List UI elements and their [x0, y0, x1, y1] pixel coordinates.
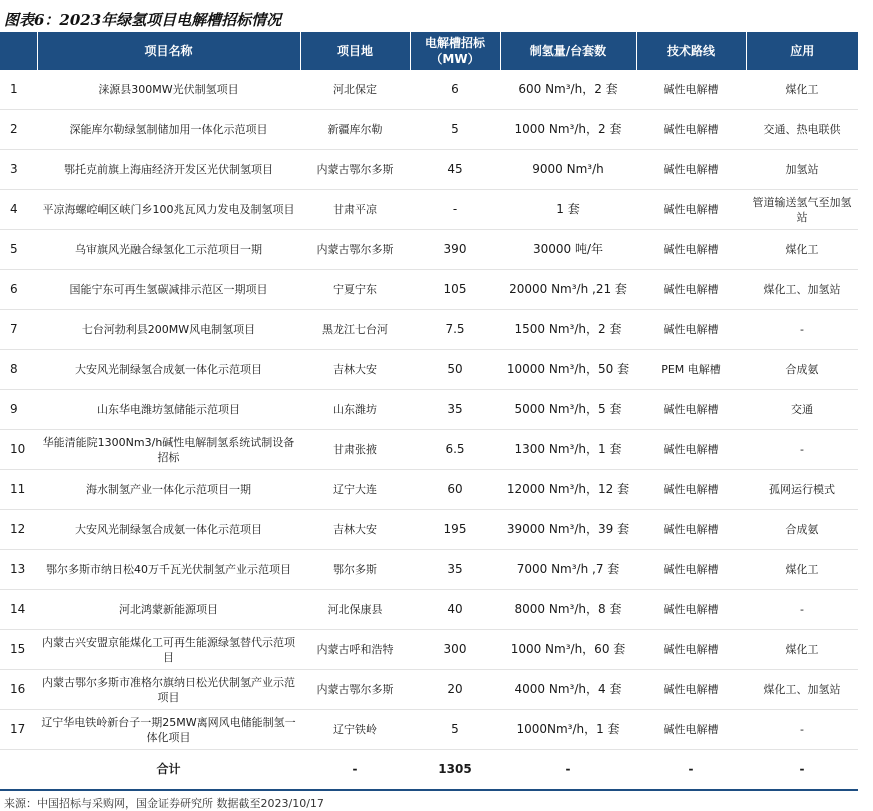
cell-project-name: 海水制氢产业一体化示范项目一期	[37, 470, 300, 510]
cell-application: -	[746, 310, 858, 350]
cell-technology: 碱性电解槽	[636, 630, 746, 670]
cell-technology: 碱性电解槽	[636, 670, 746, 710]
cell-index: 8	[0, 350, 37, 390]
table-row	[0, 430, 858, 470]
cell-capacity-units: 10000 Nm³/h，50 套	[500, 350, 636, 390]
cell-project-name: 山东华电潍坊氢储能示范项目	[37, 390, 300, 430]
total-cell-technology: -	[636, 750, 746, 791]
cell-technology: 碱性电解槽	[636, 270, 746, 310]
cell-technology: 碱性电解槽	[636, 710, 746, 750]
table-row	[0, 110, 858, 150]
cell-index: 9	[0, 390, 37, 430]
table-row	[0, 710, 858, 750]
cell-project-name: 河北鸿蒙新能源项目	[37, 590, 300, 630]
table-row	[0, 590, 858, 630]
cell-electrolyzer-mw: 105	[410, 270, 500, 310]
table-row	[0, 550, 858, 590]
cell-application: 煤化工	[746, 230, 858, 270]
cell-technology: 碱性电解槽	[636, 430, 746, 470]
cell-electrolyzer-mw: 35	[410, 550, 500, 590]
total-cell-capacity-units: -	[500, 750, 636, 791]
cell-location: 内蒙古鄂尔多斯	[300, 670, 410, 710]
cell-electrolyzer-mw: 5	[410, 110, 500, 150]
cell-project-name: 内蒙古鄂尔多斯市准格尔旗纳日松光伏制氢产业示范项目	[37, 670, 300, 710]
cell-project-name: 鄂托克前旗上海庙经济开发区光伏制氢项目	[37, 150, 300, 190]
cell-location: 吉林大安	[300, 350, 410, 390]
cell-electrolyzer-mw: 50	[410, 350, 500, 390]
cell-electrolyzer-mw: 5	[410, 710, 500, 750]
cell-technology: PEM 电解槽	[636, 350, 746, 390]
header-index	[0, 32, 37, 70]
cell-project-name: 辽宁华电铁岭新台子一期25MW离网风电储能制氢一体化项目	[37, 710, 300, 750]
total-row	[0, 750, 858, 791]
cell-application: 煤化工	[746, 630, 858, 670]
table-row	[0, 350, 858, 390]
cell-application: 煤化工	[746, 70, 858, 110]
cell-location: 辽宁铁岭	[300, 710, 410, 750]
cell-electrolyzer-mw: 40	[410, 590, 500, 630]
cell-project-name: 内蒙古兴安盟京能煤化工可再生能源绿氢替代示范项目	[37, 630, 300, 670]
cell-application: -	[746, 590, 858, 630]
cell-electrolyzer-mw: 60	[410, 470, 500, 510]
cell-electrolyzer-mw: 20	[410, 670, 500, 710]
cell-electrolyzer-mw: 6	[410, 70, 500, 110]
cell-location: 河北保康县	[300, 590, 410, 630]
cell-capacity-units: 600 Nm³/h，2 套	[500, 70, 636, 110]
table-body	[0, 70, 858, 790]
cell-location: 甘肃平凉	[300, 190, 410, 230]
total-cell-application: -	[746, 750, 858, 791]
cell-electrolyzer-mw: 300	[410, 630, 500, 670]
cell-application: 孤网运行模式	[746, 470, 858, 510]
table-row	[0, 190, 858, 230]
cell-project-name: 乌审旗风光融合绿氢化工示范项目一期	[37, 230, 300, 270]
cell-capacity-units: 12000 Nm³/h，12 套	[500, 470, 636, 510]
cell-location: 河北保定	[300, 70, 410, 110]
cell-application: -	[746, 710, 858, 750]
cell-index: 10	[0, 430, 37, 470]
table-row	[0, 510, 858, 550]
cell-application: 煤化工、加氢站	[746, 670, 858, 710]
figure-title: 图表6：2023年绿氢项目电解槽招标情况	[4, 11, 282, 29]
cell-index: 1	[0, 70, 37, 110]
cell-application: 交通	[746, 390, 858, 430]
cell-capacity-units: 20000 Nm³/h ,21 套	[500, 270, 636, 310]
cell-application: 合成氨	[746, 510, 858, 550]
cell-electrolyzer-mw: 35	[410, 390, 500, 430]
header-location: 项目地	[300, 32, 410, 70]
cell-capacity-units: 1000Nm³/h，1 套	[500, 710, 636, 750]
cell-index: 2	[0, 110, 37, 150]
cell-location: 内蒙古鄂尔多斯	[300, 230, 410, 270]
cell-index: 14	[0, 590, 37, 630]
cell-project-name: 大安风光制绿氢合成氨一体化示范项目	[37, 350, 300, 390]
cell-technology: 碱性电解槽	[636, 310, 746, 350]
cell-technology: 碱性电解槽	[636, 510, 746, 550]
table-row	[0, 670, 858, 710]
cell-index: 13	[0, 550, 37, 590]
cell-capacity-units: 39000 Nm³/h，39 套	[500, 510, 636, 550]
cell-technology: 碱性电解槽	[636, 70, 746, 110]
cell-index: 12	[0, 510, 37, 550]
cell-technology: 碱性电解槽	[636, 590, 746, 630]
cell-application: 煤化工	[746, 550, 858, 590]
tender-table	[0, 32, 858, 791]
cell-capacity-units: 1000 Nm³/h，60 套	[500, 630, 636, 670]
cell-index: 6	[0, 270, 37, 310]
cell-index: 16	[0, 670, 37, 710]
cell-location: 新疆库尔勒	[300, 110, 410, 150]
cell-technology: 碱性电解槽	[636, 390, 746, 430]
cell-index: 11	[0, 470, 37, 510]
cell-technology: 碱性电解槽	[636, 150, 746, 190]
cell-capacity-units: 5000 Nm³/h，5 套	[500, 390, 636, 430]
cell-electrolyzer-mw: 195	[410, 510, 500, 550]
table-row	[0, 150, 858, 190]
cell-electrolyzer-mw: 6.5	[410, 430, 500, 470]
cell-location: 黑龙江七台河	[300, 310, 410, 350]
cell-project-name: 深能库尔勒绿氢制储加用一体化示范项目	[37, 110, 300, 150]
table-row	[0, 70, 858, 110]
table-row	[0, 630, 858, 670]
cell-technology: 碱性电解槽	[636, 230, 746, 270]
cell-electrolyzer-mw: 7.5	[410, 310, 500, 350]
cell-index: 3	[0, 150, 37, 190]
cell-project-name: 国能宁东可再生氢碳减排示范区一期项目	[37, 270, 300, 310]
cell-location: 吉林大安	[300, 510, 410, 550]
cell-electrolyzer-mw: -	[410, 190, 500, 230]
total-cell-location: -	[300, 750, 410, 791]
cell-technology: 碱性电解槽	[636, 190, 746, 230]
cell-technology: 碱性电解槽	[636, 110, 746, 150]
cell-location: 鄂尔多斯	[300, 550, 410, 590]
cell-index: 17	[0, 710, 37, 750]
table-row	[0, 390, 858, 430]
cell-location: 内蒙古鄂尔多斯	[300, 150, 410, 190]
header-capacity-units: 制氢量/台套数	[500, 32, 636, 70]
cell-capacity-units: 30000 吨/年	[500, 230, 636, 270]
cell-capacity-units: 8000 Nm³/h，8 套	[500, 590, 636, 630]
total-cell-project-name: 合计	[37, 750, 300, 791]
header-application: 应用	[746, 32, 858, 70]
source-note: 来源：中国招标与采购网，国金证券研究所 数据截至2023/10/17	[4, 797, 324, 810]
header-technology: 技术路线	[636, 32, 746, 70]
cell-capacity-units: 1300 Nm³/h，1 套	[500, 430, 636, 470]
cell-project-name: 鄂尔多斯市纳日松40万千瓦光伏制氢产业示范项目	[37, 550, 300, 590]
table-row	[0, 310, 858, 350]
cell-location: 甘肃张掖	[300, 430, 410, 470]
cell-electrolyzer-mw: 45	[410, 150, 500, 190]
total-cell-index	[0, 750, 37, 791]
cell-capacity-units: 1000 Nm³/h，2 套	[500, 110, 636, 150]
header-project-name: 项目名称	[37, 32, 300, 70]
cell-capacity-units: 4000 Nm³/h，4 套	[500, 670, 636, 710]
cell-index: 7	[0, 310, 37, 350]
cell-project-name: 华能清能院1300Nm3/h碱性电解制氢系统试制设备招标	[37, 430, 300, 470]
total-cell-electrolyzer-mw: 1305	[410, 750, 500, 791]
cell-application: 管道输送氢气至加氢站	[746, 190, 858, 230]
cell-application: 合成氨	[746, 350, 858, 390]
cell-technology: 碱性电解槽	[636, 550, 746, 590]
table-row	[0, 270, 858, 310]
cell-capacity-units: 1500 Nm³/h，2 套	[500, 310, 636, 350]
cell-project-name: 涞源县300MW光伏制氢项目	[37, 70, 300, 110]
cell-location: 山东潍坊	[300, 390, 410, 430]
cell-application: 交通、热电联供	[746, 110, 858, 150]
cell-location: 辽宁大连	[300, 470, 410, 510]
cell-index: 4	[0, 190, 37, 230]
cell-capacity-units: 9000 Nm³/h	[500, 150, 636, 190]
cell-capacity-units: 7000 Nm³/h ,7 套	[500, 550, 636, 590]
cell-application: 煤化工、加氢站	[746, 270, 858, 310]
cell-location: 内蒙古呼和浩特	[300, 630, 410, 670]
header-electrolyzer-mw: 电解槽招标（MW）	[410, 32, 500, 70]
cell-project-name: 平凉海螺崆峒区峡门乡100兆瓦风力发电及制氢项目	[37, 190, 300, 230]
table-row	[0, 230, 858, 270]
table-header-row	[0, 32, 858, 70]
cell-capacity-units: 1 套	[500, 190, 636, 230]
cell-project-name: 七台河勃利县200MW风电制氢项目	[37, 310, 300, 350]
cell-project-name: 大安风光制绿氢合成氨一体化示范项目	[37, 510, 300, 550]
cell-index: 5	[0, 230, 37, 270]
table-row	[0, 470, 858, 510]
cell-electrolyzer-mw: 390	[410, 230, 500, 270]
cell-application: 加氢站	[746, 150, 858, 190]
cell-index: 15	[0, 630, 37, 670]
cell-location: 宁夏宁东	[300, 270, 410, 310]
cell-application: -	[746, 430, 858, 470]
cell-technology: 碱性电解槽	[636, 470, 746, 510]
